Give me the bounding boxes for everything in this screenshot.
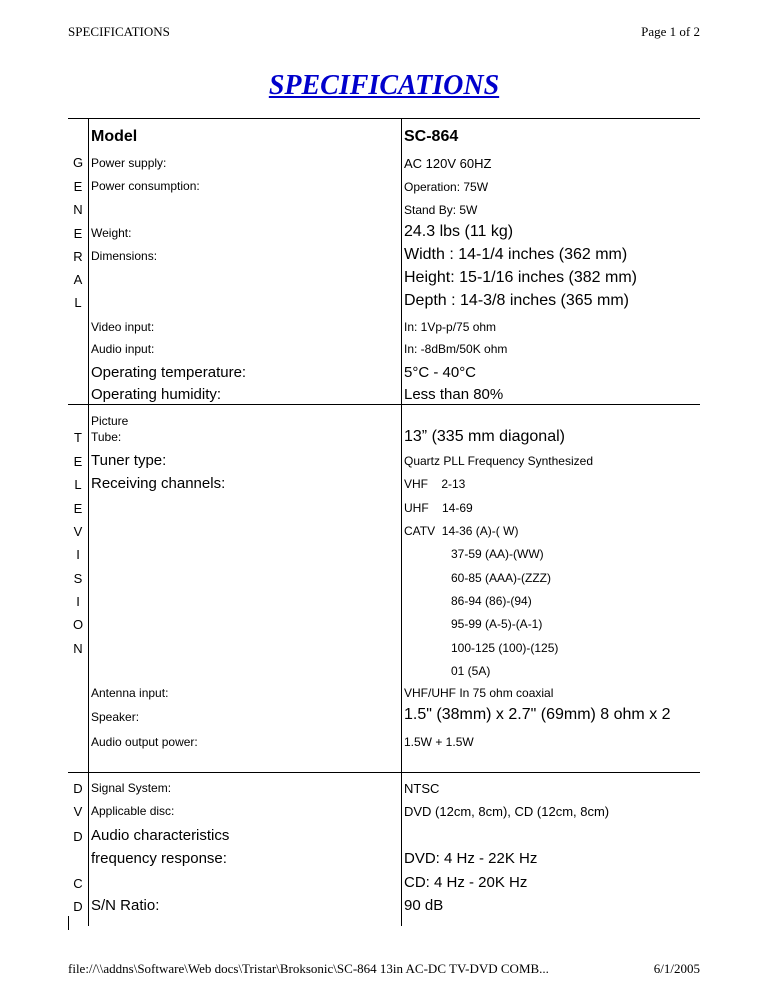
spec-value: CATV 14-36 (A)-( W) xyxy=(404,524,519,538)
section-letter: C xyxy=(73,876,83,891)
section-letter: O xyxy=(72,617,84,632)
section-letter: E xyxy=(73,454,83,469)
section-letter: L xyxy=(74,477,82,492)
section-letter: L xyxy=(74,295,82,310)
spec-value: CD: 4 Hz - 20K Hz xyxy=(404,874,528,891)
spec-value: 95-99 (A-5)-(A-1) xyxy=(451,617,543,631)
section-letter: G xyxy=(72,155,84,170)
spec-label: Antenna input: xyxy=(91,686,169,700)
model-value: SC-864 xyxy=(404,128,459,145)
left-edge-stub xyxy=(68,916,69,930)
spec-value: 5°C - 40°C xyxy=(404,364,477,381)
spec-value: NTSC xyxy=(404,781,440,796)
spec-value: UHF 14-69 xyxy=(404,501,473,515)
spec-label: Dimensions: xyxy=(91,249,158,263)
footer-path: file://\\addns\Software\Web docs\Tristar\Broksonic\SC-864 13in AC-DC TV-DVD COMB... xyxy=(68,961,549,976)
spec-label: Audio input: xyxy=(91,342,155,356)
section-letter: D xyxy=(73,781,83,796)
spec-label: Video input: xyxy=(91,320,155,334)
spec-label: Operating temperature: xyxy=(91,364,247,381)
section-letter: E xyxy=(73,501,83,516)
column-divider-2 xyxy=(401,118,402,926)
spec-label: Operating humidity: xyxy=(91,386,222,403)
spec-value: 90 dB xyxy=(404,897,444,914)
spec-value: Stand By: 5W xyxy=(404,203,478,217)
section-letter: R xyxy=(73,249,83,264)
section-letter: D xyxy=(73,829,83,844)
section-letter: E xyxy=(73,226,83,241)
section-letter: T xyxy=(74,430,82,445)
spec-value: AC 120V 60HZ xyxy=(404,156,492,171)
spec-label: Tube: xyxy=(91,430,122,444)
spec-label: Power supply: xyxy=(91,156,167,170)
spec-label: Signal System: xyxy=(91,781,172,795)
spec-value: 1.5" (38mm) x 2.7" (69mm) 8 ohm x 2 xyxy=(404,706,671,723)
spec-label: frequency response: xyxy=(91,850,227,867)
page-title: SPECIFICATIONS xyxy=(268,70,500,101)
spec-value: In: -8dBm/50K ohm xyxy=(404,342,508,356)
model-label: Model xyxy=(91,128,138,145)
section-letter: I xyxy=(76,547,80,562)
spec-value: 60-85 (AAA)-(ZZZ) xyxy=(451,571,552,585)
spec-value: 1.5W + 1.5W xyxy=(404,735,474,749)
spec-value: VHF 2-13 xyxy=(404,477,466,491)
section-letter: I xyxy=(76,594,80,609)
spec-value: In: 1Vp-p/75 ohm xyxy=(404,320,497,334)
top-rule xyxy=(68,118,700,119)
spec-label: Speaker: xyxy=(91,710,140,724)
spec-value: Width : 14-1/4 inches (362 mm) xyxy=(404,246,628,263)
spec-label: Weight: xyxy=(91,226,132,240)
section-letter: V xyxy=(73,524,83,539)
spec-value: VHF/UHF In 75 ohm coaxial xyxy=(404,686,554,700)
spec-label: Applicable disc: xyxy=(91,804,175,818)
spec-label: Audio characteristics xyxy=(91,827,230,844)
spec-value: 24.3 lbs (11 kg) xyxy=(404,223,514,240)
spec-value: DVD (12cm, 8cm), CD (12cm, 8cm) xyxy=(404,804,610,819)
spec-value: 13” (335 mm diagonal) xyxy=(404,428,565,445)
spec-value: Height: 15-1/16 inches (382 mm) xyxy=(404,269,637,286)
spec-value: 86-94 (86)-(94) xyxy=(451,594,532,608)
spec-value: 01 (5A) xyxy=(451,664,491,678)
section-letter: D xyxy=(73,899,83,914)
spec-value: Operation: 75W xyxy=(404,180,489,194)
spec-label: Power consumption: xyxy=(91,179,200,193)
general-bottom-rule xyxy=(68,404,700,405)
section-letter: N xyxy=(73,641,83,656)
header-left: SPECIFICATIONS xyxy=(68,24,170,39)
section-letter: A xyxy=(73,272,83,287)
footer xyxy=(68,961,700,977)
spec-label: Picture xyxy=(91,414,129,428)
spec-label: S/N Ratio: xyxy=(91,897,160,914)
spec-value: 37-59 (AA)-(WW) xyxy=(451,547,544,561)
page-number: Page 1 of 2 xyxy=(641,24,700,39)
spec-label: Audio output power: xyxy=(91,735,198,749)
spec-value: DVD: 4 Hz - 22K Hz xyxy=(404,850,538,867)
column-divider-1 xyxy=(88,118,89,926)
spec-value: Less than 80% xyxy=(404,386,504,403)
section-letter: S xyxy=(73,571,83,586)
spec-label: Tuner type: xyxy=(91,452,167,469)
footer-date: 6/1/2005 xyxy=(653,961,700,976)
section-letter: V xyxy=(73,804,83,819)
spec-label: Receiving channels: xyxy=(91,475,226,492)
section-letter: N xyxy=(73,202,83,217)
television-bottom-rule xyxy=(68,772,700,773)
spec-value: Quartz PLL Frequency Synthesized xyxy=(404,454,593,468)
spec-value: 100-125 (100)-(125) xyxy=(451,641,559,655)
spec-value: Depth : 14-3/8 inches (365 mm) xyxy=(404,292,629,309)
section-letter: E xyxy=(73,179,83,194)
